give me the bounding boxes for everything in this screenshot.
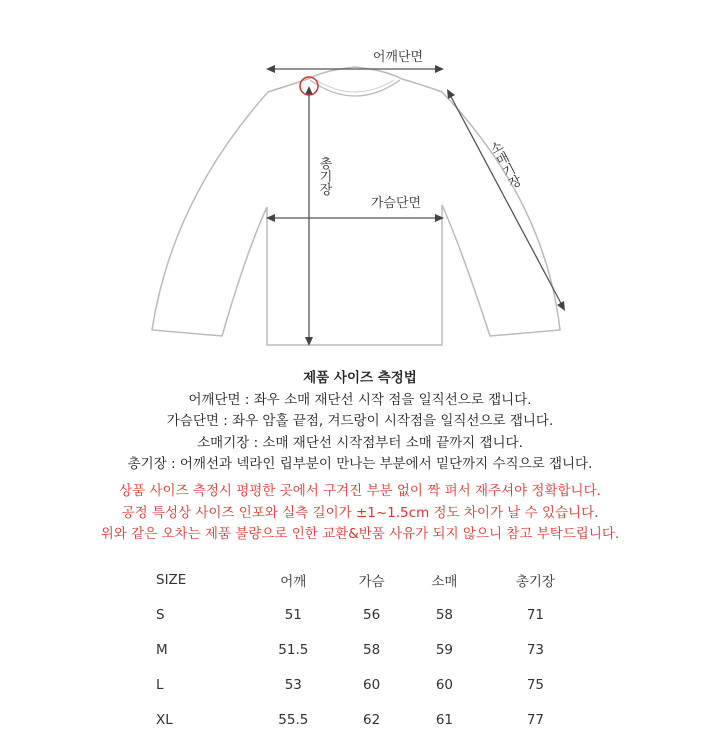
sleeve-measure-line <box>449 93 563 307</box>
table-cell: 60 <box>435 676 454 693</box>
column-header: SIZE <box>156 571 187 588</box>
size-table-header-row <box>150 562 590 597</box>
table-cell: 58 <box>363 641 381 658</box>
table-cell: 73 <box>526 641 544 658</box>
notice-line: 위와 같은 오차는 제품 불량으로 인한 교환&반품 사유가 되지 않으니 참고 부탁드립니다. <box>100 526 620 542</box>
measurement-method <box>0 368 720 476</box>
size-table <box>150 562 590 737</box>
measurement-diagram <box>0 0 720 360</box>
table-cell: 51.5 <box>278 641 309 658</box>
method-title: 제품 사이즈 측정법 <box>303 370 417 386</box>
table-cell: 58 <box>435 606 454 623</box>
method-line-total-length: 총기장 : 어깨선과 넥라인 립부분이 만나는 부분에서 밑단까지 수직으로 잽니다. <box>127 456 593 472</box>
table-row <box>150 597 590 632</box>
column-header: 어깨 <box>280 573 307 590</box>
neckline <box>310 80 400 96</box>
chest-label: 가슴단면 <box>370 196 422 211</box>
sleeve-label: 소매기장 <box>485 138 523 192</box>
method-line-sleeve: 소매기장 : 소매 재단선 시작점부터 소매 끝까지 잽니다. <box>197 434 523 451</box>
column-header: 가슴 <box>358 573 385 590</box>
total-length-label: 총기장 <box>316 156 332 196</box>
table-cell: 77 <box>526 711 544 728</box>
table-cell: 56 <box>363 606 381 623</box>
method-line-chest: 가슴단면 : 좌우 암홀 끝점, 겨드랑이 시작점을 일직선으로 잽니다. <box>166 413 554 429</box>
size-cell: M <box>156 641 168 658</box>
size-cell: XL <box>156 711 173 728</box>
size-cell: L <box>156 676 164 693</box>
size-notice <box>0 481 720 546</box>
table-cell: 75 <box>526 676 544 693</box>
table-cell: 71 <box>526 606 544 623</box>
table-cell: 59 <box>435 641 454 658</box>
table-cell: 51 <box>284 606 302 623</box>
shoulder-arrow-left <box>266 65 275 73</box>
notice-line: 상품 사이즈 측정시 평평한 곳에서 구겨진 부분 없이 짝 펴서 재주셔야 정확합니다. <box>119 483 601 499</box>
notice-line: 공정 특성상 사이즈 인포와 실측 길이가 ±1~1.5cm 정도 차이가 날 수 있습니다. <box>121 504 599 521</box>
method-line-shoulder: 어깨단면 : 좌우 소매 재단선 시작 점을 일직선으로 잽니다. <box>188 391 532 408</box>
table-cell: 60 <box>363 676 381 693</box>
shirt-outline <box>152 67 560 345</box>
shoulder-label: 어깨단면 <box>372 50 424 65</box>
table-row <box>150 632 590 667</box>
table-cell: 62 <box>363 711 381 728</box>
table-cell: 55.5 <box>278 711 309 728</box>
shoulder-arrow-right <box>435 65 444 73</box>
column-header: 소매 <box>431 573 458 590</box>
total-length-arrow-top <box>305 86 313 95</box>
size-cell: S <box>156 606 165 623</box>
column-header: 총기장 <box>515 573 555 590</box>
table-cell: 53 <box>284 676 302 693</box>
table-row <box>150 667 590 702</box>
table-cell: 61 <box>435 711 454 728</box>
